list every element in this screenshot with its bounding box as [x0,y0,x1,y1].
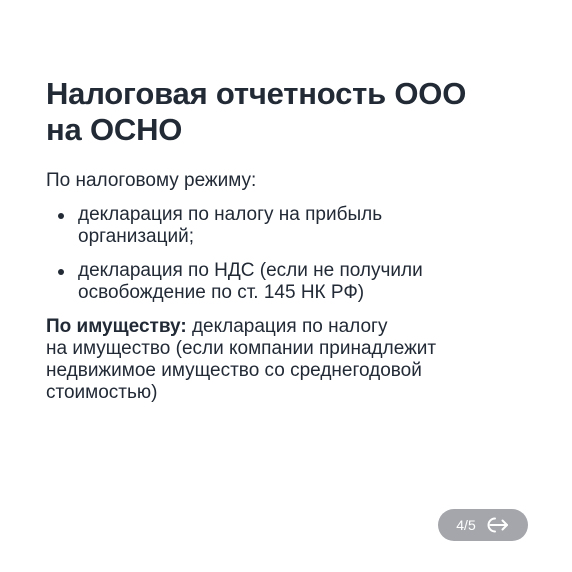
title-line-1: Налоговая отчетность ООО [46,76,467,111]
property-line-3: недвижимое имущество со среднегодовой [46,360,422,381]
property-line-1: декларация по налогу [186,316,388,337]
bullet-dot-icon [58,213,64,219]
bullet-line-1: декларация по НДС (если не получили [78,260,423,281]
bullet-line-2: организаций; [78,226,194,247]
property-line-2: на имущество (если компании принадлежит [46,338,437,359]
arrow-right-icon [484,516,510,534]
property-line-4: стоимостью) [46,382,158,403]
regime-list-item [46,204,516,248]
regime-label: По налоговому режиму: [46,170,257,191]
page-counter: 4/5 [456,517,476,533]
regime-list-item [46,260,516,304]
slide-title [46,76,526,148]
bullet-dot-icon [58,269,64,275]
slide-content [46,170,516,404]
bullet-line-1: декларация по налогу на прибыль [78,204,383,225]
property-paragraph [46,316,516,404]
next-slide-button[interactable] [438,509,528,541]
regime-list [46,204,516,304]
bullet-line-2: освобождение по ст. 145 НК РФ) [78,282,365,303]
property-label: По имуществу: [46,316,187,337]
title-line-2: на ОСНО [46,112,183,147]
